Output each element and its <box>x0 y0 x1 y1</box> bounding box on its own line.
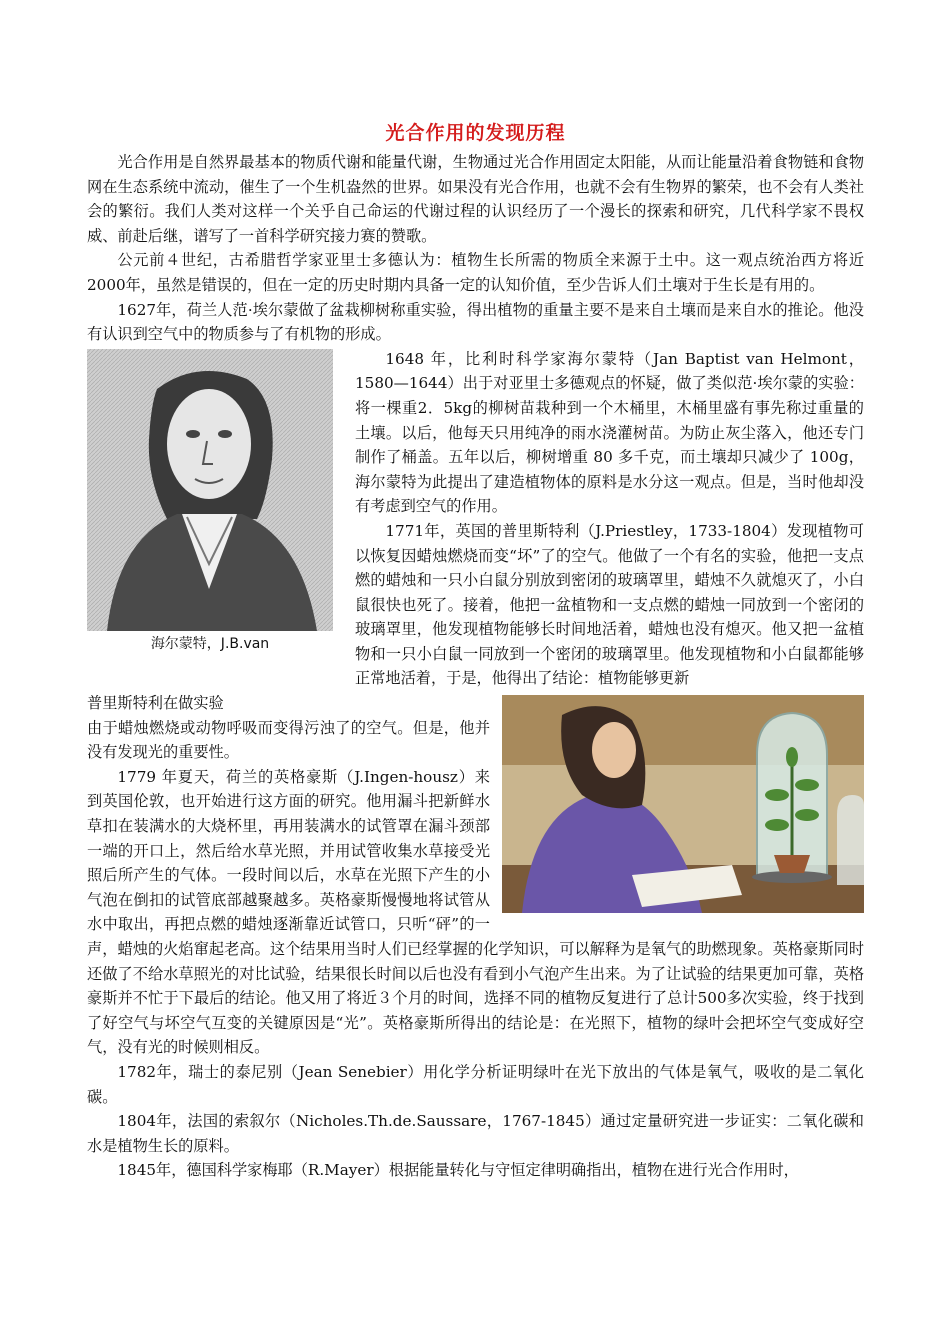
paragraph-van-elmont: 1627年，荷兰人范·埃尔蒙做了盆栽柳树称重实验，得出植物的重量主要不是来自土壤而是来自水的推论。他没有认识到空气中的物质参与了有机物的形成。 <box>87 300 864 344</box>
paragraph-mayer: 1845年，德国科学家梅耶（R.Mayer）根据能量转化与守恒定律明确指出，植物在进行光合作用时， <box>117 1161 799 1180</box>
helmont-portrait-figure <box>87 349 333 661</box>
paragraph-priestley-end: 由于蜡烛燃烧或动物呼吸而变得污浊了的空气。但是，他并没有发现光的重要性。 <box>87 718 490 762</box>
page-title: 光合作用的发现历程 <box>385 122 566 144</box>
portrait-caption: 海尔蒙特，J.B.van <box>150 635 270 652</box>
paragraph-priestley: 1771年，英国的普里斯特利（J.Priestley，1733-1804）发现植物可以恢复因蜡烛燃烧而变“坏”了的空气。他做了一个有名的实验，他把一支点燃的蜡烛和一只小白鼠分别放到密闭的玻璃罩里，蜡烛不久就熄灭了，小白鼠很快也死了。接着，他把一盆植物和一支点燃的蜡烛一同放到一个密闭的玻璃罩里，他发现植物能够长时间地活着，蜡烛也没有熄灭。他又把一盆植物和一只小白鼠一同放到一个密闭的玻璃罩里。他发现植物和小白鼠都能够正常地活着，于是，他得出了结论：植物能够更新 <box>355 521 864 688</box>
paragraph-senebier: 1782年，瑞士的泰尼别（Jean Senebier）用化学分析证明绿叶在光下放出的气体是氧气，吸收的是二氧化碳。 <box>87 1062 864 1106</box>
priestley-experiment-figure <box>502 695 864 913</box>
paragraph-intro: 光合作用是自然界最基本的物质代谢和能量代谢，生物通过光合作用固定太阳能，从而让能量沿着食物链和食物网在生态系统中流动，催生了一个生机盎然的世界。如果没有光合作用，也就不会有生物界的繁荣，也不会有人类社会的繁衍。我们人类对这样一个关乎自己命运的代谢过程的认识经历了一个漫长的探索和研究，几代科学家不畏权威、前赴后继，谱写了一首科学研究接力赛的赞歌。 <box>87 153 864 245</box>
figure-caption-priestley: 普里斯特利在做实验 <box>87 694 224 713</box>
paragraph-saussure: 1804年，法国的索叙尔（Nicholes.Th.de.Saussare，1767-1845）通过定量研究进一步证实：二氧化碳和水是植物生长的原料。 <box>87 1112 864 1155</box>
paragraph-aristotle: 公元前４世纪，古希腊哲学家亚里士多德认为：植物生长所需的物质全来源于土中。这一观点统治西方将近2000年，虽然是错误的，但在一定的历史时期内具备一定的认知价值，至少告诉人们土壤对于生长是有用的。 <box>87 251 864 294</box>
helmont-portrait-image <box>87 349 333 631</box>
document-page <box>87 120 864 1183</box>
priestley-experiment-image <box>502 695 864 913</box>
paragraph-helmont: 1648 年，比利时科学家海尔蒙特（Jan Baptist van Helmont，1580—1644）出于对亚里士多德观点的怀疑，做了类似范·埃尔蒙的实验：将一棵重2．5kg的柳树苗栽种到一个木桶里，木桶里盛有事先称过重量的土壤。以后，他每天只用纯净的雨水浇灌树苗。为防止灰尘落入，他还专门制作了桶盖。五年以后，柳树增重 80 多千克，而土壤却只减少了 100g，海尔蒙特为此提出了建造植物体的原料是水分这一观点。但是，当时他却没有考虑到空气的作用。 <box>355 349 864 516</box>
paragraph-ingenhousz: 1779 年夏天，荷兰的英格豪斯（J.Ingen-housz）来到英国伦敦，也开始进行这方面的研究。他用漏斗把新鲜水草扣在装满水的大烧杯里，再用装满水的试管罩在漏斗颈部一端的开口上，然后给水草光照，并用试管收集水草接受光照后所产生的气体。一段时间以后，水草在光照下产生的小气泡在倒扣的试管底部越聚越多。英格豪斯慢慢地将试管从水中取出，再把点燃的蜡烛逐渐靠近试管口，只听“砰”的一声，蜡烛的火焰窜起老高。这个结果用当时人们已经掌握的化学知识，可以解释为是氧气的助燃现象。英格豪斯同时还做了不给水草照光的对比试验，结果很长时间以后也没有看到小气泡产生出来。为了让试验的结果更加可靠，英格豪斯并不忙于下最后的结论。他又用了将近３个月的时间，选择不同的植物反复进行了总计500多次实验，终于找到了好空气与坏空气互变的关键原因是“光”。英格豪斯所得出的结论是：在光照下，植物的绿叶会把坏空气变成好空气，没有光的时候则相反。 <box>87 767 864 1057</box>
